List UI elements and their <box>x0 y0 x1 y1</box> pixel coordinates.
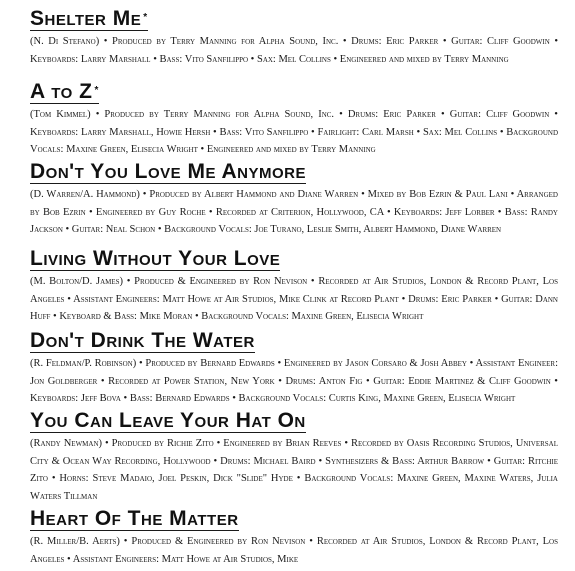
song-title: Shelter Me * <box>30 7 148 30</box>
song-dont-you-love-me-anymore <box>30 161 558 239</box>
song-credits: (D. Warren/A. Hammond) • Produced by Albert Hammond and Diane Warren • Mixed by Bob Ezrin & Paul Lani • Arranged by Bob Ezrin • Engineered by Guy Roche • Recorded at Criterion, Hollywood, CA • Keyboards: Jeff Lorber • Bass: Randy Jackson • Guitar: Neal Schon • Background Vocals: Joe Turano, Leslie Smith, Albert Hammond, Diane Warren <box>30 189 558 236</box>
song-title: Don't You Love Me Anymore <box>30 160 307 183</box>
song-title: Living Without Your Love <box>30 247 281 270</box>
song-title: You Can Leave Your Hat On <box>30 409 306 432</box>
song-living-without-your-love <box>30 248 558 326</box>
song-credits: (Tom Kimmel) • Produced by Terry Manning for Alpha Sound, Inc. • Drums: Eric Parker • Guitar: Cliff Goodwin • Keyboards: Larry Marshall, Howie Hersh • Bass: Vito Sanfilippo • Fairlight: Carl Marsh • Sax: Mel Collins • Background Vocals: Maxine Green, Elisecia Wright • Engineered and mixed by Terry Manning <box>30 109 558 156</box>
song-credits: (N. Di Stefano) • Produced by Terry Manning for Alpha Sound, Inc. • Drums: Eric Parker • Guitar: Cliff Goodwin • Keyboards: Larry Marshall • Bass: Vito Sanfilippo • Sax: Mel Collins • Engineered and mixed by Terry Manning <box>30 36 558 65</box>
song-credits: (M. Bolton/D. James) • Produced & Engineered by Ron Nevison • Recorded at Air Studios, London & Record Plant, Los Angeles • Assistant Engineers: Matt Howe at Air Studios, Mike Clink at Record Plant • Drums: Eric Parker • Guitar: Dann Huff • Keyboard & Bass: Mike Moran • Background Vocals: Maxine Green, Elisecia Wright <box>30 276 558 323</box>
song-title: Don't Drink The Water <box>30 329 255 352</box>
song-a-to-z <box>30 81 558 159</box>
song-credits: (R. Feldman/P. Robinson) • Produced by Bernard Edwards • Engineered by Jason Corsaro & Josh Abbey • Assistant Engineer: Jon Goldberger • Recorded at Power Station, New York • Drums: Anton Fig • Guitar: Eddie Martinez & Cliff Goodwin • Keyboards: Jeff Bova • Bass: Bernard Edwards • Background Vocals: Curtis King, Maxine Green, Elisecia Wright <box>30 358 558 405</box>
footnote-mark: * <box>94 85 99 96</box>
song-dont-drink-the-water <box>30 330 558 408</box>
song-credits: (Randy Newman) • Produced by Richie Zito • Engineered by Brian Reeves • Recorded by Oasis Recording Studios, Universal City & Ocean Way Recording, Hollywood • Drums: Michael Baird • Synthesizers & Bass: Arthur Barrow • Guitar: Ritchie Zito • Horns: Steve Madaio, Joel Peskin, Dick "Slide" Hyde • Background Vocals: Maxine Green, Maxine Waters, Julia Waters Tillman <box>30 438 558 502</box>
song-you-can-leave-your-hat-on <box>30 410 558 505</box>
song-heart-of-the-matter <box>30 508 558 568</box>
song-title: Heart Of The Matter <box>30 507 239 530</box>
song-title: A to Z * <box>30 80 99 103</box>
song-credits: (R. Miller/B. Aerts) • Produced & Engineered by Ron Nevison • Recorded at Air Studios, London & Record Plant, Los Angeles • Assistant Engineers: Matt Howe at Air Studios, Mike <box>30 536 558 565</box>
footnote-mark: * <box>143 12 148 23</box>
song-shelter-me <box>30 8 558 68</box>
